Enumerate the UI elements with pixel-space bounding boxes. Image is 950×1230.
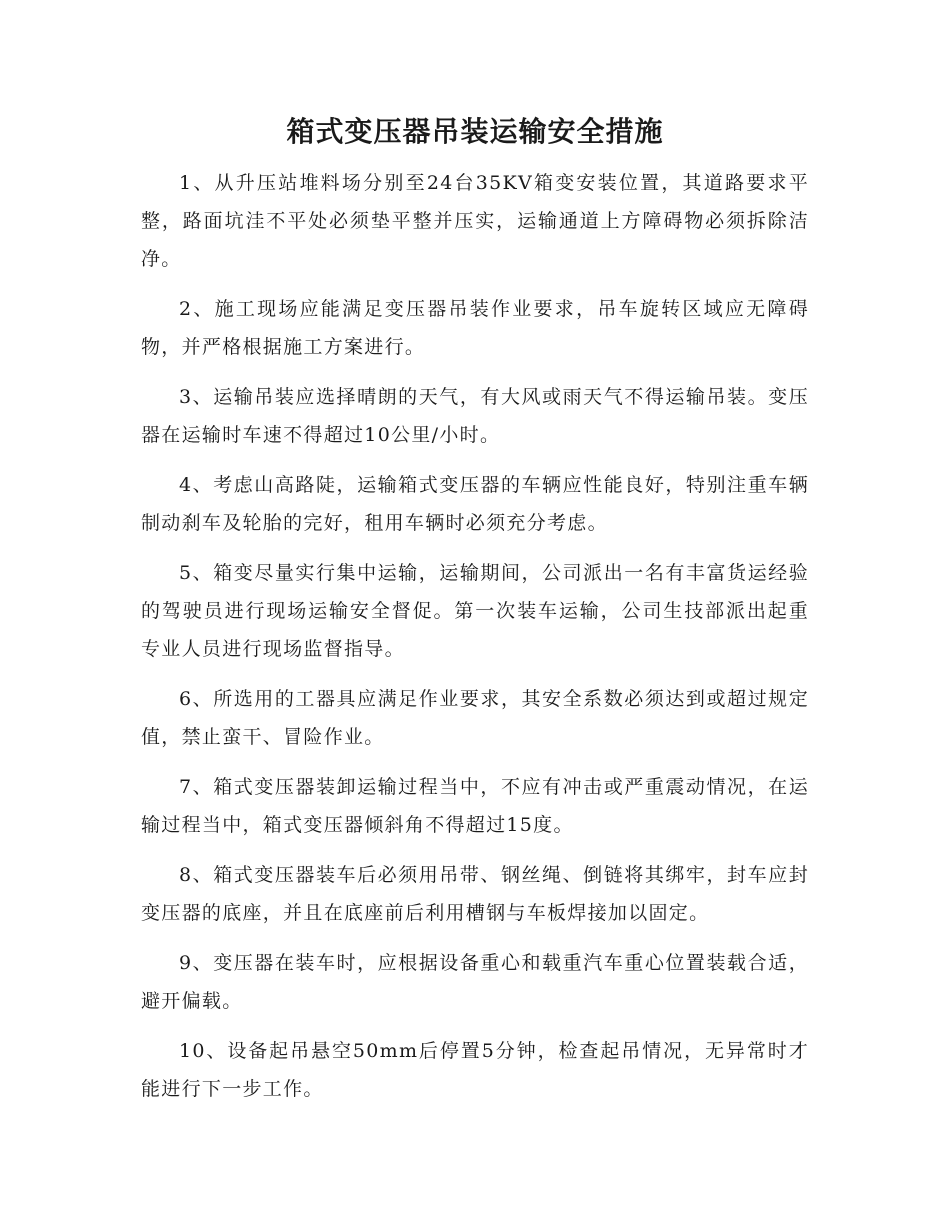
paragraph-1: 1、从升压站堆料场分别至24台35KV箱变安装位置，其道路要求平整，路面坑洼不平处必须垫平整并压实，运输通道上方障碍物必须拆除洁净。 — [141, 172, 809, 270]
paragraph-6: 6、所选用的工器具应满足作业要求，其安全系数必须达到或超过规定值，禁止蛮干、冒险作业。 — [141, 688, 809, 748]
document-title: 箱式变压器吊装运输安全措施 — [286, 115, 664, 148]
document-body — [141, 164, 809, 1120]
paragraph-5: 5、箱变尽量实行集中运输，运输期间，公司派出一名有丰富货运经验的驾驶员进行现场运输安全督促。第一次装车运输，公司生技部派出起重专业人员进行现场监督指导。 — [141, 562, 809, 660]
paragraph-4: 4、考虑山高路陡，运输箱式变压器的车辆应性能良好，特别注重车辆制动刹车及轮胎的完好，租用车辆时必须充分考虑。 — [141, 474, 809, 534]
paragraph-2: 2、施工现场应能满足变压器吊装作业要求，吊车旋转区域应无障碍物，并严格根据施工方案进行。 — [141, 298, 809, 358]
paragraph-7: 7、箱式变压器装卸运输过程当中，不应有冲击或严重震动情况，在运输过程当中，箱式变压器倾斜角不得超过15度。 — [141, 776, 809, 836]
paragraph-9: 9、变压器在装车时，应根据设备重心和载重汽车重心位置装载合适，避开偏载。 — [141, 952, 809, 1012]
paragraph-8: 8、箱式变压器装车后必须用吊带、钢丝绳、倒链将其绑牢，封车应封变压器的底座，并且在底座前后利用槽钢与车板焊接加以固定。 — [141, 864, 809, 924]
paragraph-10: 10、设备起吊悬空50mm后停置5分钟，检查起吊情况，无异常时才能进行下一步工作。 — [141, 1040, 809, 1100]
paragraph-3: 3、运输吊装应选择晴朗的天气，有大风或雨天气不得运输吊装。变压器在运输时车速不得超过10公里/小时。 — [141, 386, 809, 446]
